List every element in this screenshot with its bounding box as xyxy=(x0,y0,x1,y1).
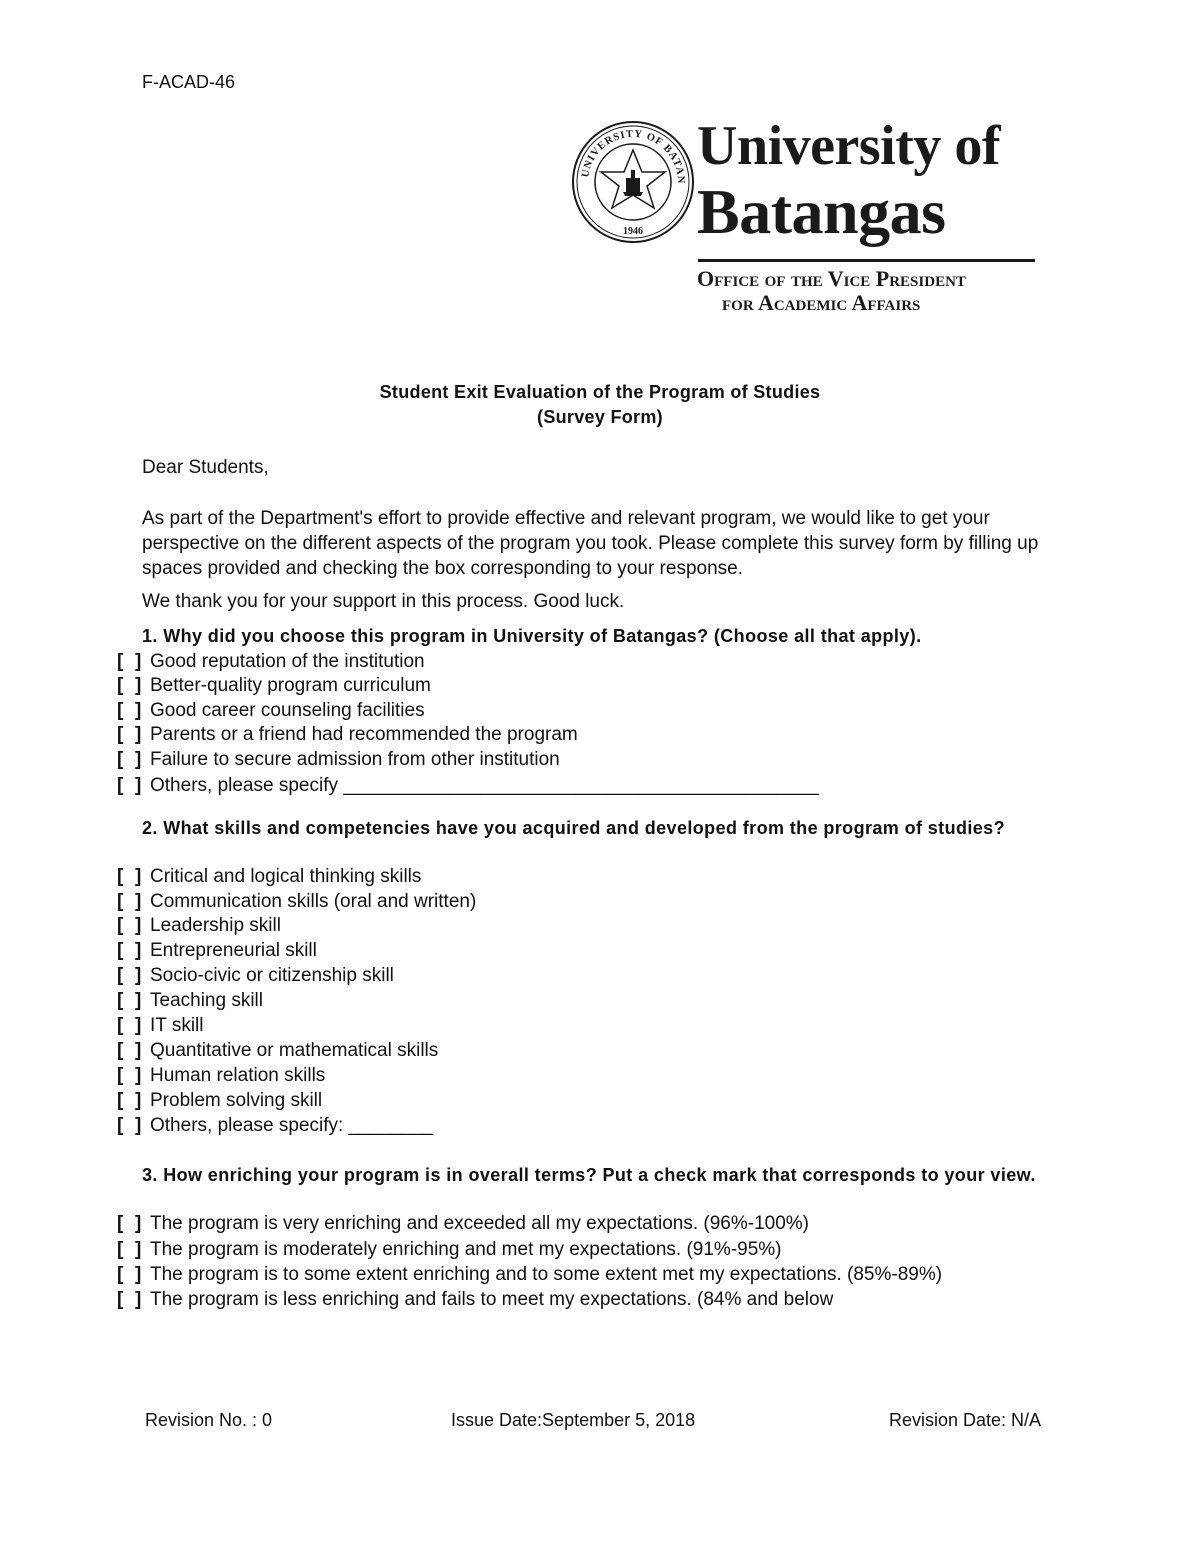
option-label: Others, please specify: ________ xyxy=(150,1115,434,1136)
checkbox-close: ] xyxy=(135,915,142,936)
q1-option-5[interactable] xyxy=(117,748,560,772)
option-label: The program is very enriching and exceeded all my expectations. (96%-100%) xyxy=(150,1213,809,1234)
option-label: Communication skills (oral and written) xyxy=(150,891,477,912)
checkbox-open: [ xyxy=(117,1015,124,1036)
q2-option-5[interactable] xyxy=(117,964,394,988)
option-label: Leadership skill xyxy=(150,915,281,936)
university-seal-logo xyxy=(571,120,695,244)
q1-option-3[interactable] xyxy=(117,699,425,723)
checkbox-close: ] xyxy=(135,749,142,770)
option-label: Quantitative or mathematical skills xyxy=(150,1040,439,1061)
checkbox-close: ] xyxy=(135,775,142,796)
seal-text: UNIVERSITY OF BATAN xyxy=(580,128,687,185)
issue-date: Issue Date:September 5, 2018 xyxy=(451,1410,696,1430)
checkbox-open: [ xyxy=(117,1040,124,1061)
option-label: Teaching skill xyxy=(150,990,263,1011)
checkbox-open: [ xyxy=(117,915,124,936)
q2-option-2[interactable] xyxy=(117,890,476,914)
q2-option-1[interactable] xyxy=(117,865,421,889)
q2-option-6[interactable] xyxy=(117,989,263,1013)
intro-paragraph: As part of the Department's effort to provide effective and relevant program, we would like to get your perspective on the different aspects of the program you took. Please complete this survey form by filling up spaces provided and checking the box corresponding to your response. xyxy=(142,508,1039,579)
checkbox-close: ] xyxy=(135,700,142,721)
svg-text:UNIVERSITY OF BATANGAS xyxy=(571,120,686,185)
thanks-paragraph: We thank you for your support in this process. Good luck. xyxy=(142,591,625,612)
checkbox-close: ] xyxy=(135,1015,142,1036)
q3-option-4[interactable] xyxy=(117,1288,833,1312)
checkbox-open: [ xyxy=(117,675,124,696)
question-3: 3. How enriching your program is in overall terms? Put a check mark that corresponds to your view. xyxy=(142,1165,1036,1185)
question-1: 1. Why did you choose this program in University of Batangas? (Choose all that apply). xyxy=(142,626,922,646)
q1-option-2[interactable] xyxy=(117,674,431,698)
checkbox-open: [ xyxy=(117,1065,124,1086)
checkbox-close: ] xyxy=(135,891,142,912)
option-label: Others, please specify _____________________________________________ xyxy=(150,775,819,796)
revision-number: Revision No. : 0 xyxy=(145,1410,273,1430)
checkbox-open: [ xyxy=(117,1115,124,1136)
option-label: Entrepreneurial skill xyxy=(150,940,317,961)
checkbox-close: ] xyxy=(135,990,142,1011)
q2-option-7[interactable] xyxy=(117,1014,203,1038)
option-label: Socio-civic or citizenship skill xyxy=(150,965,394,986)
checkbox-open: [ xyxy=(117,965,124,986)
q1-option-1[interactable] xyxy=(117,650,425,674)
checkbox-close: ] xyxy=(135,724,142,745)
checkbox-close: ] xyxy=(135,1239,142,1260)
q2-option-11[interactable] xyxy=(117,1114,433,1138)
option-label: Problem solving skill xyxy=(150,1090,323,1111)
checkbox-close: ] xyxy=(135,965,142,986)
option-label: The program is moderately enriching and met my expectations. (91%-95%) xyxy=(150,1239,782,1260)
checkbox-open: [ xyxy=(117,891,124,912)
checkbox-close: ] xyxy=(135,1090,142,1111)
checkbox-close: ] xyxy=(135,940,142,961)
checkbox-close: ] xyxy=(135,1115,142,1136)
option-label: IT skill xyxy=(150,1015,204,1036)
checkbox-close: ] xyxy=(135,1213,142,1234)
checkbox-close: ] xyxy=(135,651,142,672)
q2-option-9[interactable] xyxy=(117,1064,325,1088)
checkbox-close: ] xyxy=(135,1264,142,1285)
document-title: Student Exit Evaluation of the Program of Studies xyxy=(379,382,821,402)
checkbox-close: ] xyxy=(135,866,142,887)
logo-line-1: University of xyxy=(697,115,1001,177)
checkbox-open: [ xyxy=(117,1239,124,1260)
option-label: Parents or a friend had recommended the program xyxy=(150,724,578,745)
question-2: 2. What skills and competencies have you acquired and developed from the program of studies? xyxy=(142,818,1005,838)
q1-option-6[interactable] xyxy=(117,774,819,798)
option-label: Human relation skills xyxy=(150,1065,326,1086)
greeting: Dear Students, xyxy=(142,457,269,478)
checkbox-open: [ xyxy=(117,1213,124,1234)
checkbox-close: ] xyxy=(135,675,142,696)
checkbox-close: ] xyxy=(135,1040,142,1061)
option-label: Good reputation of the institution xyxy=(150,651,425,672)
option-label: Good career counseling facilities xyxy=(150,700,425,721)
checkbox-open: [ xyxy=(117,940,124,961)
revision-date: Revision Date: N/A xyxy=(889,1410,1042,1430)
office-line-1: Office of the Vice President xyxy=(697,266,966,291)
checkbox-open: [ xyxy=(117,866,124,887)
checkbox-close: ] xyxy=(135,1065,142,1086)
option-label: Better-quality program curriculum xyxy=(150,675,431,696)
checkbox-open: [ xyxy=(117,1090,124,1111)
form-code: F-ACAD-46 xyxy=(142,72,236,92)
q3-option-1[interactable] xyxy=(117,1212,809,1236)
checkbox-open: [ xyxy=(117,990,124,1011)
logo-divider xyxy=(698,259,1035,262)
q2-option-8[interactable] xyxy=(117,1039,438,1063)
q2-option-4[interactable] xyxy=(117,939,317,963)
q2-option-3[interactable] xyxy=(117,914,281,938)
checkbox-open: [ xyxy=(117,700,124,721)
q2-option-10[interactable] xyxy=(117,1089,322,1113)
checkbox-open: [ xyxy=(117,1289,124,1310)
checkbox-open: [ xyxy=(117,651,124,672)
option-label: The program is less enriching and fails to meet my expectations. (84% and below xyxy=(150,1289,834,1310)
q3-option-2[interactable] xyxy=(117,1238,782,1262)
checkbox-open: [ xyxy=(117,1264,124,1285)
checkbox-open: [ xyxy=(117,749,124,770)
logo-line-2: Batangas xyxy=(697,176,946,247)
document-subtitle: (Survey Form) xyxy=(537,407,663,427)
office-line-2: for Academic Affairs xyxy=(722,290,921,315)
option-label: The program is to some extent enriching and to some extent met my expectations. (85%-89%) xyxy=(150,1264,943,1285)
option-label: Failure to secure admission from other institution xyxy=(150,749,560,770)
checkbox-open: [ xyxy=(117,724,124,745)
checkbox-open: [ xyxy=(117,775,124,796)
checkbox-close: ] xyxy=(135,1289,142,1310)
q3-option-3[interactable] xyxy=(117,1263,942,1287)
seal-year: 1946 xyxy=(623,226,643,237)
q1-option-4[interactable] xyxy=(117,723,578,747)
option-label: Critical and logical thinking skills xyxy=(150,866,422,887)
